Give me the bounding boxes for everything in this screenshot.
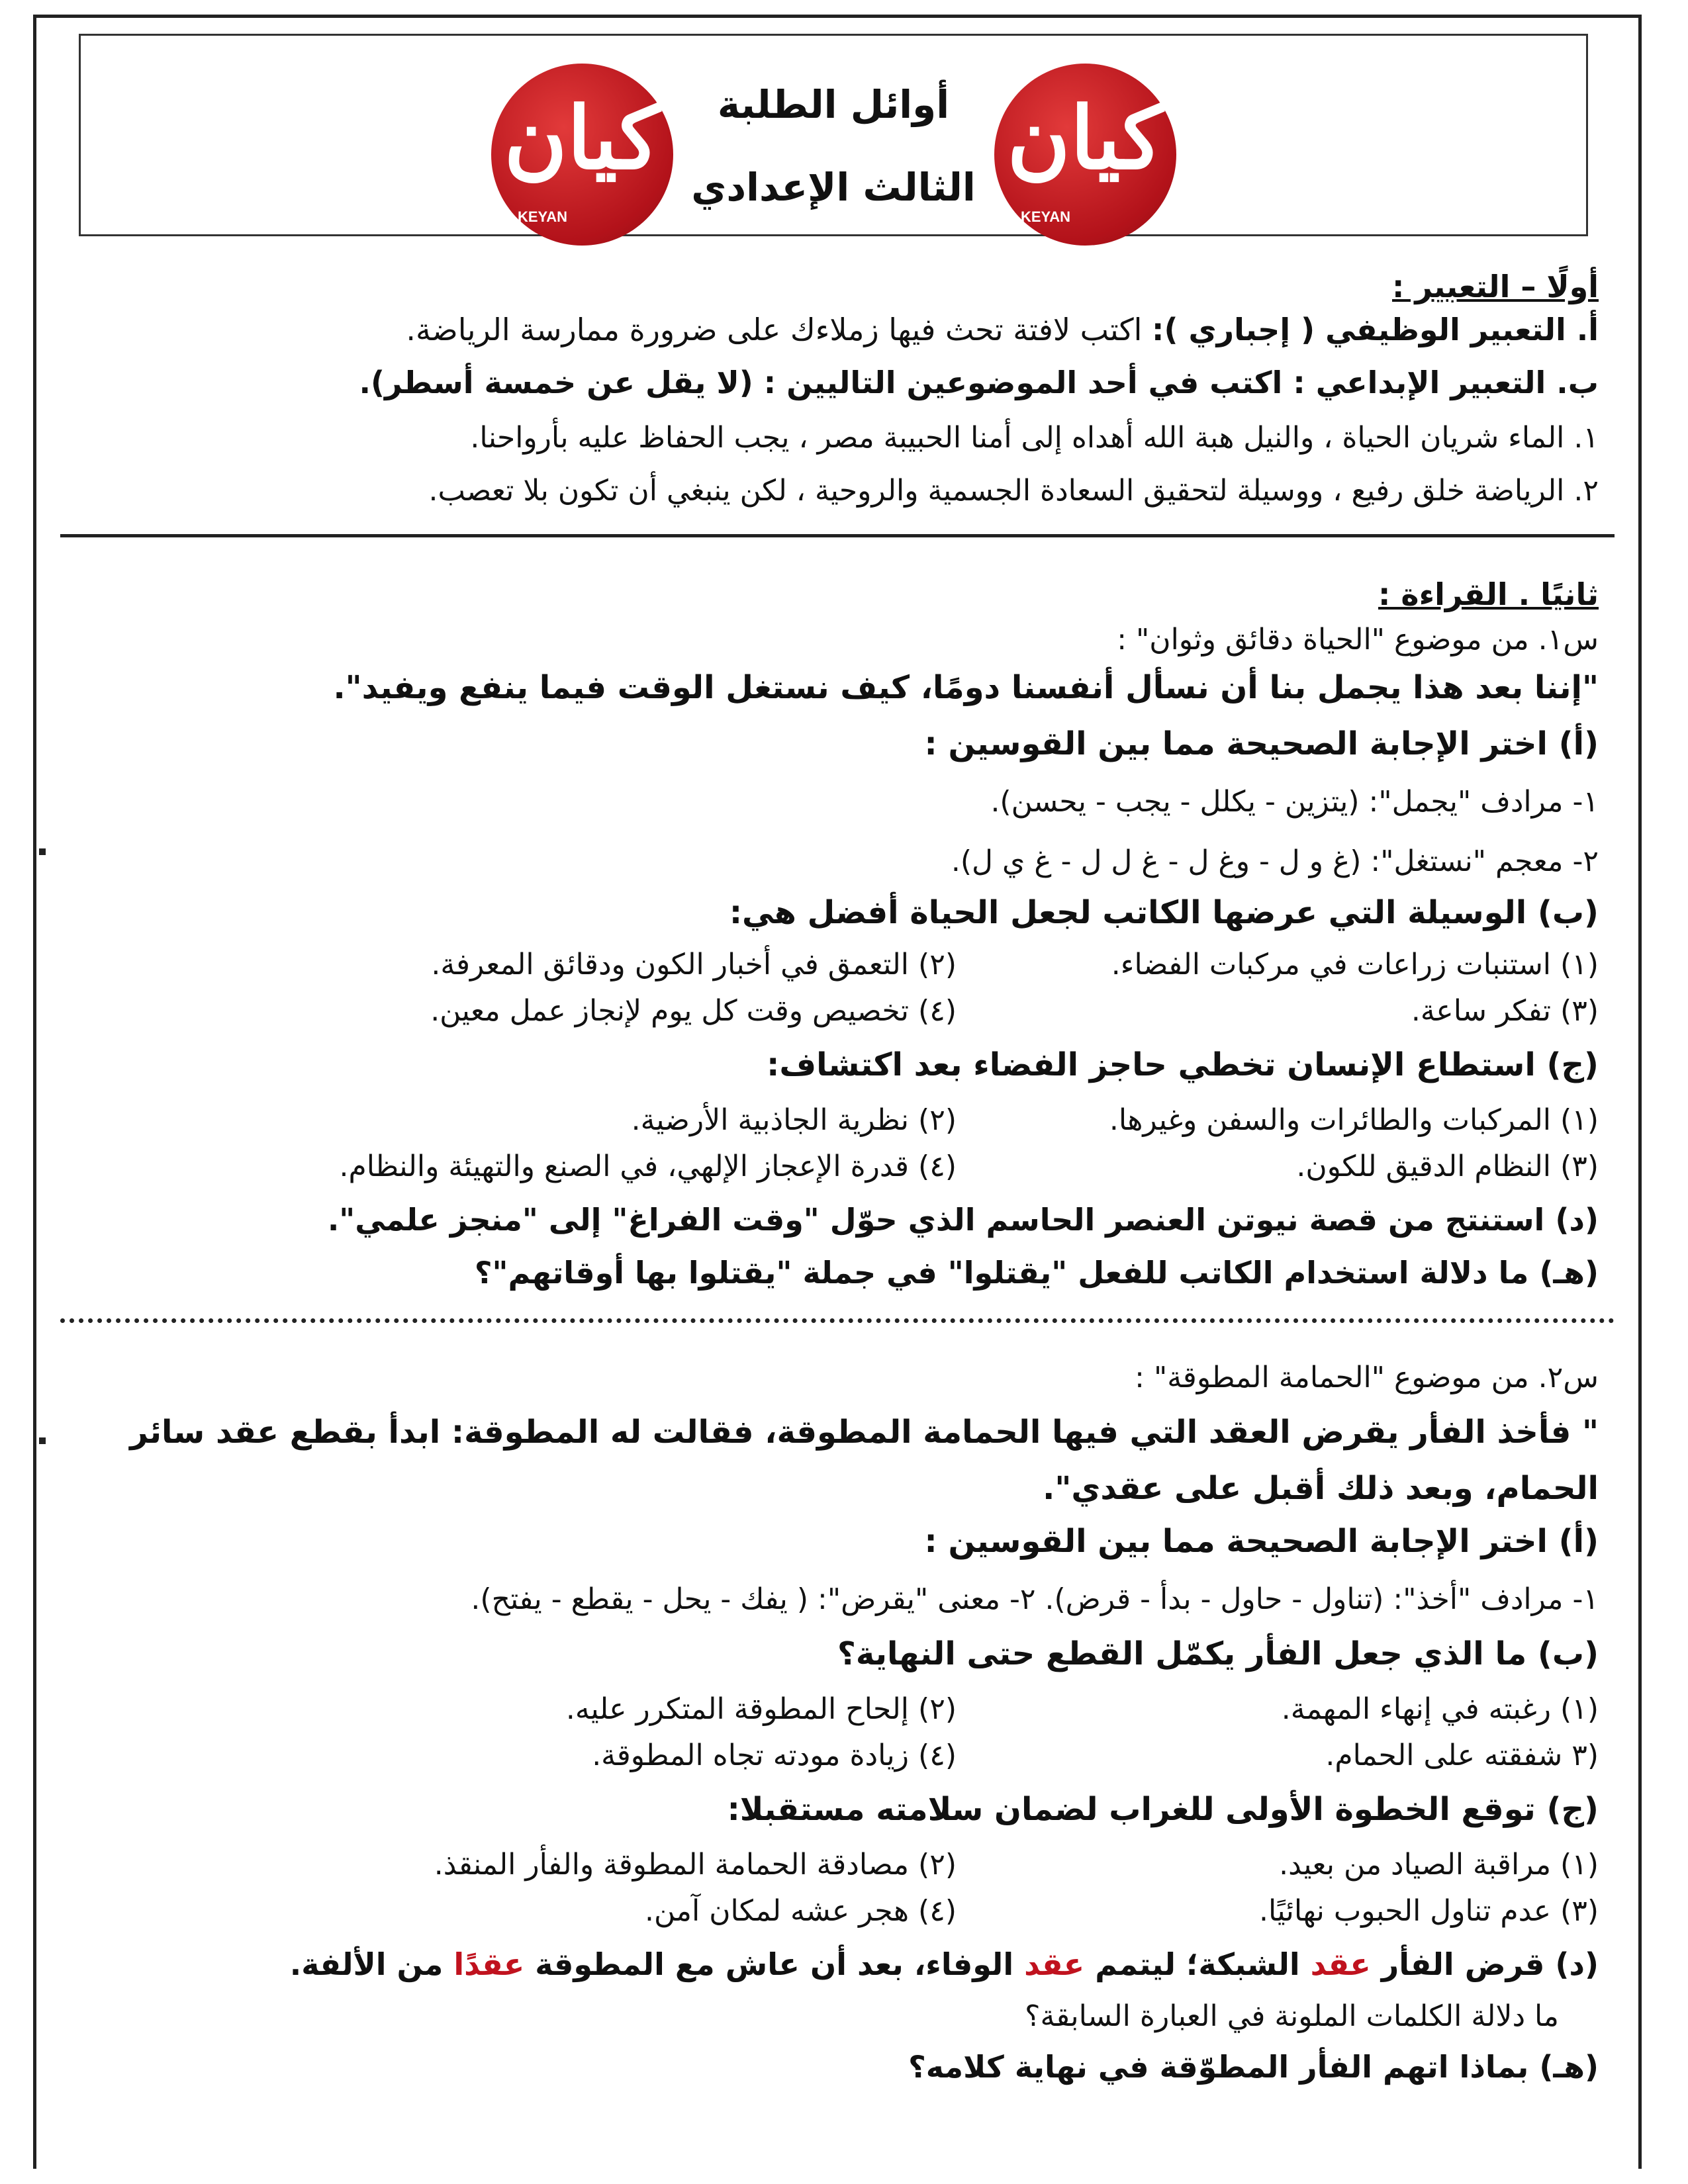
q1-a-item-2: ٢- معجم "نستغل": (غ و ل - وغ ل - غ ل ل - غ ي ل). (951, 844, 1599, 878)
header-box (79, 34, 1588, 236)
q2-b-heading: (ب) ما الذي جعل الفأر يكمّل القطع حتى النهاية؟ (837, 1635, 1599, 1672)
q2-a-heading: (أ) اختر الإجابة الصحيحة مما بين القوسين : (924, 1523, 1599, 1560)
q2-c-option-1: (١) مراقبة الصياد من بعيد. (1279, 1848, 1599, 1882)
header-subtitle: الثالث الإعدادي (691, 165, 976, 210)
highlight-word: عقدًا (453, 1946, 525, 1982)
keyan-logo-right: كيان KEYAN (994, 64, 1176, 246)
q2-d: (د) قرض الفأر عقد الشبكة؛ ليتمم عقد الوفاء، بعد أن عاش مع المطوقة عقدًا من الألفة. (289, 1946, 1599, 1982)
creative-topic-1: ١. الماء شريان الحياة ، والنيل هبة الله أهداه إلى أمنا الحبيبة مصر ، يجب الحفاظ عليه بأرواحنا. (470, 421, 1599, 455)
q1-d: (د) استنتج من قصة نيوتن العنصر الحاسم الذي حوّل "وقت الفراغ" إلى "منجز علمي". (327, 1202, 1599, 1238)
q1-c-heading: (ج) استطاع الإنسان تخطي حاجز الفضاء بعد اكتشاف: (767, 1046, 1599, 1083)
q1-c-option-1: (١) المركبات والطائرات والسفن وغيرها. (1109, 1103, 1599, 1137)
q1-c-option-4: (٤) قدرة الإعجاز الإلهي، في الصنع والتهيئة والنظام. (339, 1150, 957, 1183)
section-divider (60, 534, 1615, 537)
worksheet-page (33, 15, 1642, 2169)
q2-b-option-3: (٣ شفقته على الحمام. (1325, 1739, 1599, 1772)
section1-heading: أولًا – التعبير : (1391, 269, 1599, 304)
highlight-word: عقد (1024, 1946, 1085, 1982)
q2-b-option-2: (٢) إلحاح المطوقة المتكرر عليه. (565, 1692, 957, 1726)
creative-topic-2: ٢. الرياضة خلق رفيع ، ووسيلة لتحقيق السعادة الجسمية والروحية ، لكن ينبغي أن تكون بلا تعصب. (428, 474, 1599, 508)
q2-c-option-4: (٤) هجر عشه لمكان آمن. (644, 1894, 957, 1928)
q2-c-option-3: (٣) عدم تناول الحبوب نهائيًا. (1259, 1894, 1599, 1928)
q1-c-option-2: (٢) نظرية الجاذبية الأرضية. (631, 1103, 957, 1137)
q1-b-option-1: (١) استنبات زراعات في مركبات الفضاء. (1111, 948, 1599, 981)
q1-b-option-4: (٤) تخصيص وقت كل يوم لإنجاز عمل معين. (430, 994, 957, 1028)
section2-heading: ثانيًا . القراءة : (1378, 576, 1599, 612)
q1-quote: "إننا بعد هذا يجمل بنا أن نسأل أنفسنا دومًا، كيف نستغل الوقت فيما ينفع ويفيد". (333, 669, 1599, 706)
q2-b-option-4: (٤) زيادة مودته تجاه المطوقة. (592, 1739, 957, 1772)
q2-c-option-2: (٢) مصادقة الحمامة المطوقة والفأر المنقذ. (434, 1848, 957, 1882)
q2-quote-line-1: " فأخذ الفأر يقرض العقد التي فيها الحمامة المطوقة، فقالت له المطوقة: ابدأ بقطع عقد سائر (130, 1414, 1599, 1451)
q1-e: (هـ) ما دلالة استخدام الكاتب للفعل "يقتلوا" في جملة "يقتلوا بها أوقاتهم"؟ (474, 1255, 1599, 1291)
q2-a-items: ١- مرادف "أخذ": (تناول - حاول - بدأ - قرض). ٢- معنى "يقرض": ( يفك - يحل - يقطع - يفتح). (471, 1582, 1599, 1616)
expression-creative: ب. التعبير الإبداعي : اكتب في أحد الموضوعين التاليين : (لا يقل عن خمسة أسطر). (359, 365, 1599, 400)
q2-c-heading: (ج) توقع الخطوة الأولى للغراب لضمان سلامته مستقبلا: (727, 1791, 1599, 1828)
header-title: أوائل الطلبة (717, 82, 950, 127)
q1-b-option-2: (٢) التعمق في أخبار الكون ودقائق المعرفة. (431, 948, 957, 981)
q2-quote-line-2: الحمام، وبعد ذلك أقبل على عقدي". (1043, 1470, 1599, 1507)
q1-intro: س١. من موضوع "الحياة دقائق وثوان" : (1117, 623, 1599, 657)
q1-b-heading: (ب) الوسيلة التي عرضها الكاتب لجعل الحياة أفضل هي: (729, 894, 1599, 931)
section-divider-dotted (60, 1318, 1615, 1323)
q1-a-item-1: ١- مرادف "يجمل": (يتزين - يكلل - يجب - يحسن). (990, 785, 1599, 819)
q1-c-option-3: (٣) النظام الدقيق للكون. (1296, 1150, 1599, 1183)
expression-functional: أ. التعبير الوظيفي ( إجباري ): اكتب لافتة تحث فيها زملاءك على ضرورة ممارسة الرياضة. (406, 312, 1599, 347)
margin-mark (39, 848, 46, 855)
highlight-word: عقد (1310, 1946, 1371, 1982)
q2-intro: س٢. من موضوع "الحمامة المطوقة" : (1135, 1361, 1599, 1394)
q1-b-option-3: (٣) تفكر ساعة. (1411, 994, 1599, 1028)
q2-d-question: ما دلالة الكلمات الملونة في العبارة السابقة؟ (1025, 1999, 1559, 2033)
q1-a-heading: (أ) اختر الإجابة الصحيحة مما بين القوسين : (924, 725, 1599, 762)
q2-e: (هـ) بماذا اتهم الفأر المطوّقة في نهاية كلامه؟ (908, 2049, 1599, 2085)
keyan-logo-left: كيان KEYAN (491, 64, 673, 246)
margin-mark (39, 1437, 46, 1444)
q2-b-option-1: (١) رغبته في إنهاء المهمة. (1281, 1692, 1599, 1726)
